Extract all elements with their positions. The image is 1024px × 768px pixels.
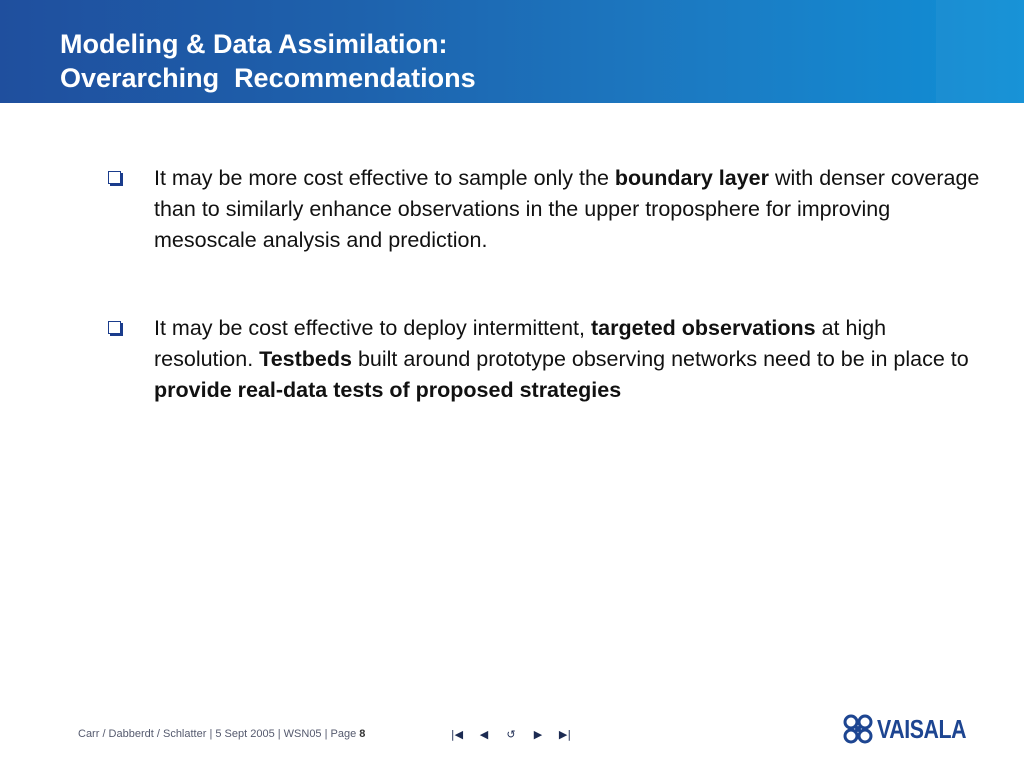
bullet-segment: with denser coverage than to similarly enhance observations in the upper troposphere for improving mesoscale analysis and prediction.	[154, 166, 980, 252]
skip-to-first-icon[interactable]: |◀	[450, 728, 464, 741]
bullet-segment: It may be cost effective to deploy intermittent,	[154, 316, 591, 340]
bullet-emphasis: boundary layer	[614, 166, 770, 190]
bullet-segment: at high resolution.	[154, 316, 887, 371]
next-icon[interactable]: ▶	[533, 728, 543, 741]
slide-navigation	[449, 727, 573, 743]
bullet-segment: built around prototype observing networks need to be in place to	[351, 347, 969, 371]
header-fade-panel	[936, 0, 1024, 103]
bullet-emphasis: provide real-data tests of proposed strategies	[154, 378, 622, 402]
checkbox-bullet-icon	[108, 321, 121, 334]
footer-citation-text: Carr / Dabberdt / Schlatter | 5 Sept 2005 | WSN05 | Page	[78, 728, 360, 740]
bullet-list	[104, 163, 984, 406]
previous-icon[interactable]: ◀	[479, 728, 489, 741]
bullet-item	[104, 163, 984, 256]
page-number: 8	[359, 728, 366, 740]
footer-citation	[78, 728, 365, 740]
vaisala-emblem-icon	[843, 714, 873, 744]
logo-text: VAISALA	[877, 713, 967, 744]
skip-to-last-icon[interactable]: ▶|	[558, 728, 572, 741]
bullet-emphasis: Testbeds	[259, 347, 352, 371]
bullet-item	[104, 313, 984, 406]
slide-title: Modeling & Data Assimilation: Overarching Recommendations	[60, 29, 476, 93]
bullet-emphasis: targeted observations	[590, 316, 816, 340]
checkbox-bullet-icon	[108, 171, 121, 184]
bullet-segment: It may be more cost effective to sample only the	[154, 166, 615, 190]
vaisala-logo	[843, 712, 986, 746]
return-icon[interactable]: ↺	[506, 728, 516, 741]
bullet-text	[154, 166, 979, 252]
bullet-text	[154, 316, 969, 402]
